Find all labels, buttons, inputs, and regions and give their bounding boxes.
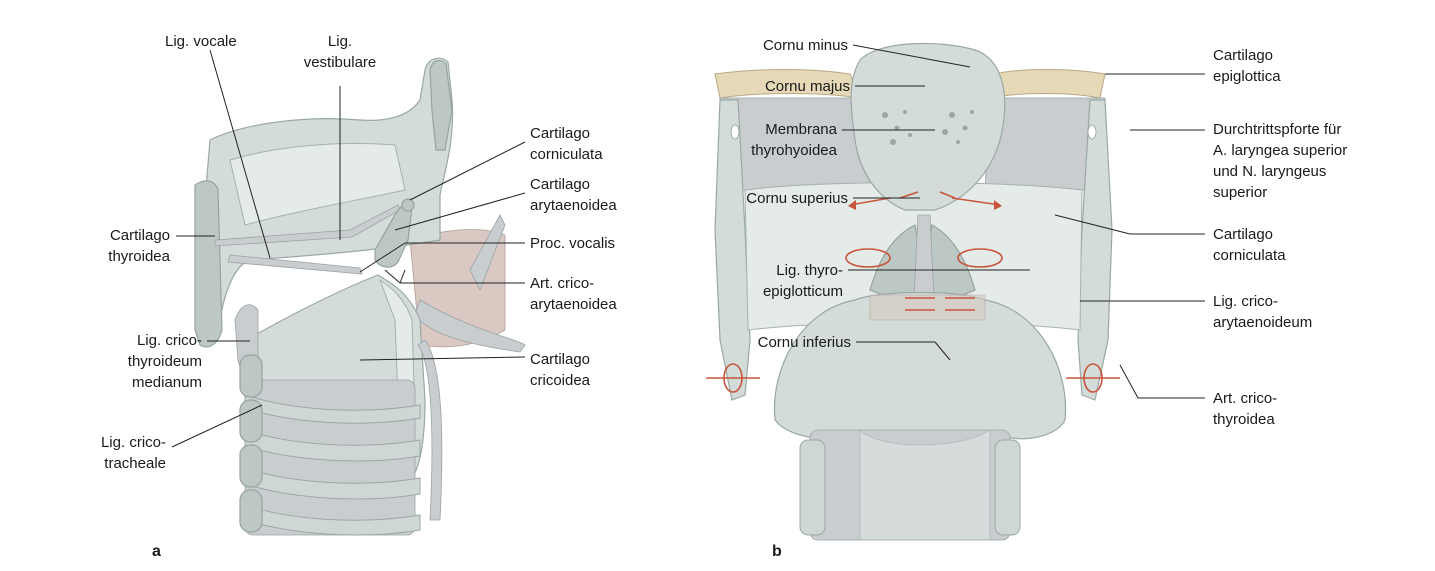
label-lig-cricoaryt-2: arytaenoideum — [1213, 314, 1313, 331]
panel-a-letter: a — [152, 543, 161, 560]
label-lig-cricotrach-2: tracheale — [104, 455, 166, 472]
label-cart-cricoidea-1: Cartilago — [530, 351, 591, 368]
label-lig-thyroepi-2: epiglotticum — [762, 283, 843, 300]
label-cart-arytaenoidea-2: arytaenoidea — [530, 197, 617, 214]
label-cart-epiglottica-2: epiglottica — [1213, 68, 1281, 85]
label-art-cricoaryt-1: Art. crico- — [530, 275, 595, 292]
label-cornu-inferius: Cornu inferius — [757, 334, 851, 351]
label-art-cricothyr-1: Art. crico- — [1213, 390, 1278, 407]
label-lig-cricothyr-2: thyroideum — [127, 353, 202, 370]
label-lig-cricotrach-1: Lig. crico- — [100, 434, 166, 451]
leader-art-cricoaryt-2 — [400, 270, 405, 283]
label-lig-cricothyr-3: medianum — [131, 374, 202, 391]
label-cart-thyroidea-1: Cartilago — [109, 227, 170, 244]
label-cornu-minus: Cornu minus — [762, 37, 848, 54]
label-membrana-1: Membrana — [765, 121, 837, 138]
label-lig-vocale: Lig. vocale — [165, 33, 237, 50]
label-cart-corniculata-a-1: Cartilago — [530, 125, 591, 142]
label-membrana-2: thyrohyoidea — [751, 142, 837, 159]
panel-a-illustration — [195, 58, 525, 535]
label-cart-corniculata-b-1: Cartilago — [1213, 226, 1274, 243]
label-durchtritt-2: A. laryngea superior — [1213, 142, 1348, 159]
leader-art-cricothyr — [1120, 365, 1138, 398]
label-cornu-superius: Cornu superius — [746, 190, 848, 207]
label-cart-cricoidea-2: cricoidea — [530, 372, 591, 389]
label-durchtritt-3: und N. laryngeus — [1213, 163, 1327, 180]
label-durchtritt-1: Durchtrittspforte für — [1213, 121, 1342, 138]
label-proc-vocalis: Proc. vocalis — [530, 235, 616, 252]
label-cart-corniculata-b-2: corniculata — [1213, 247, 1286, 264]
label-durchtritt-4: superior — [1213, 184, 1268, 201]
label-art-cricoaryt-2: arytaenoidea — [530, 296, 617, 313]
label-cornu-majus: Cornu majus — [764, 78, 850, 95]
label-lig-cricoaryt-1: Lig. crico- — [1213, 293, 1279, 310]
label-cart-thyroidea-2: thyroidea — [108, 248, 170, 265]
label-cart-arytaenoidea-1: Cartilago — [530, 176, 591, 193]
label-lig-cricothyr-1: Lig. crico- — [136, 332, 202, 349]
panel-b-letter: b — [772, 543, 782, 560]
label-lig-thyroepi-1: Lig. thyro- — [776, 262, 843, 279]
label-cart-epiglottica-1: Cartilago — [1213, 47, 1274, 64]
label-lig-vestibulare-2: vestibulare — [303, 54, 377, 71]
label-lig-vestibulare-1: Lig. — [327, 33, 353, 50]
label-cart-corniculata-a-2: corniculata — [530, 146, 603, 163]
label-art-cricothyr-2: thyroidea — [1213, 411, 1275, 428]
